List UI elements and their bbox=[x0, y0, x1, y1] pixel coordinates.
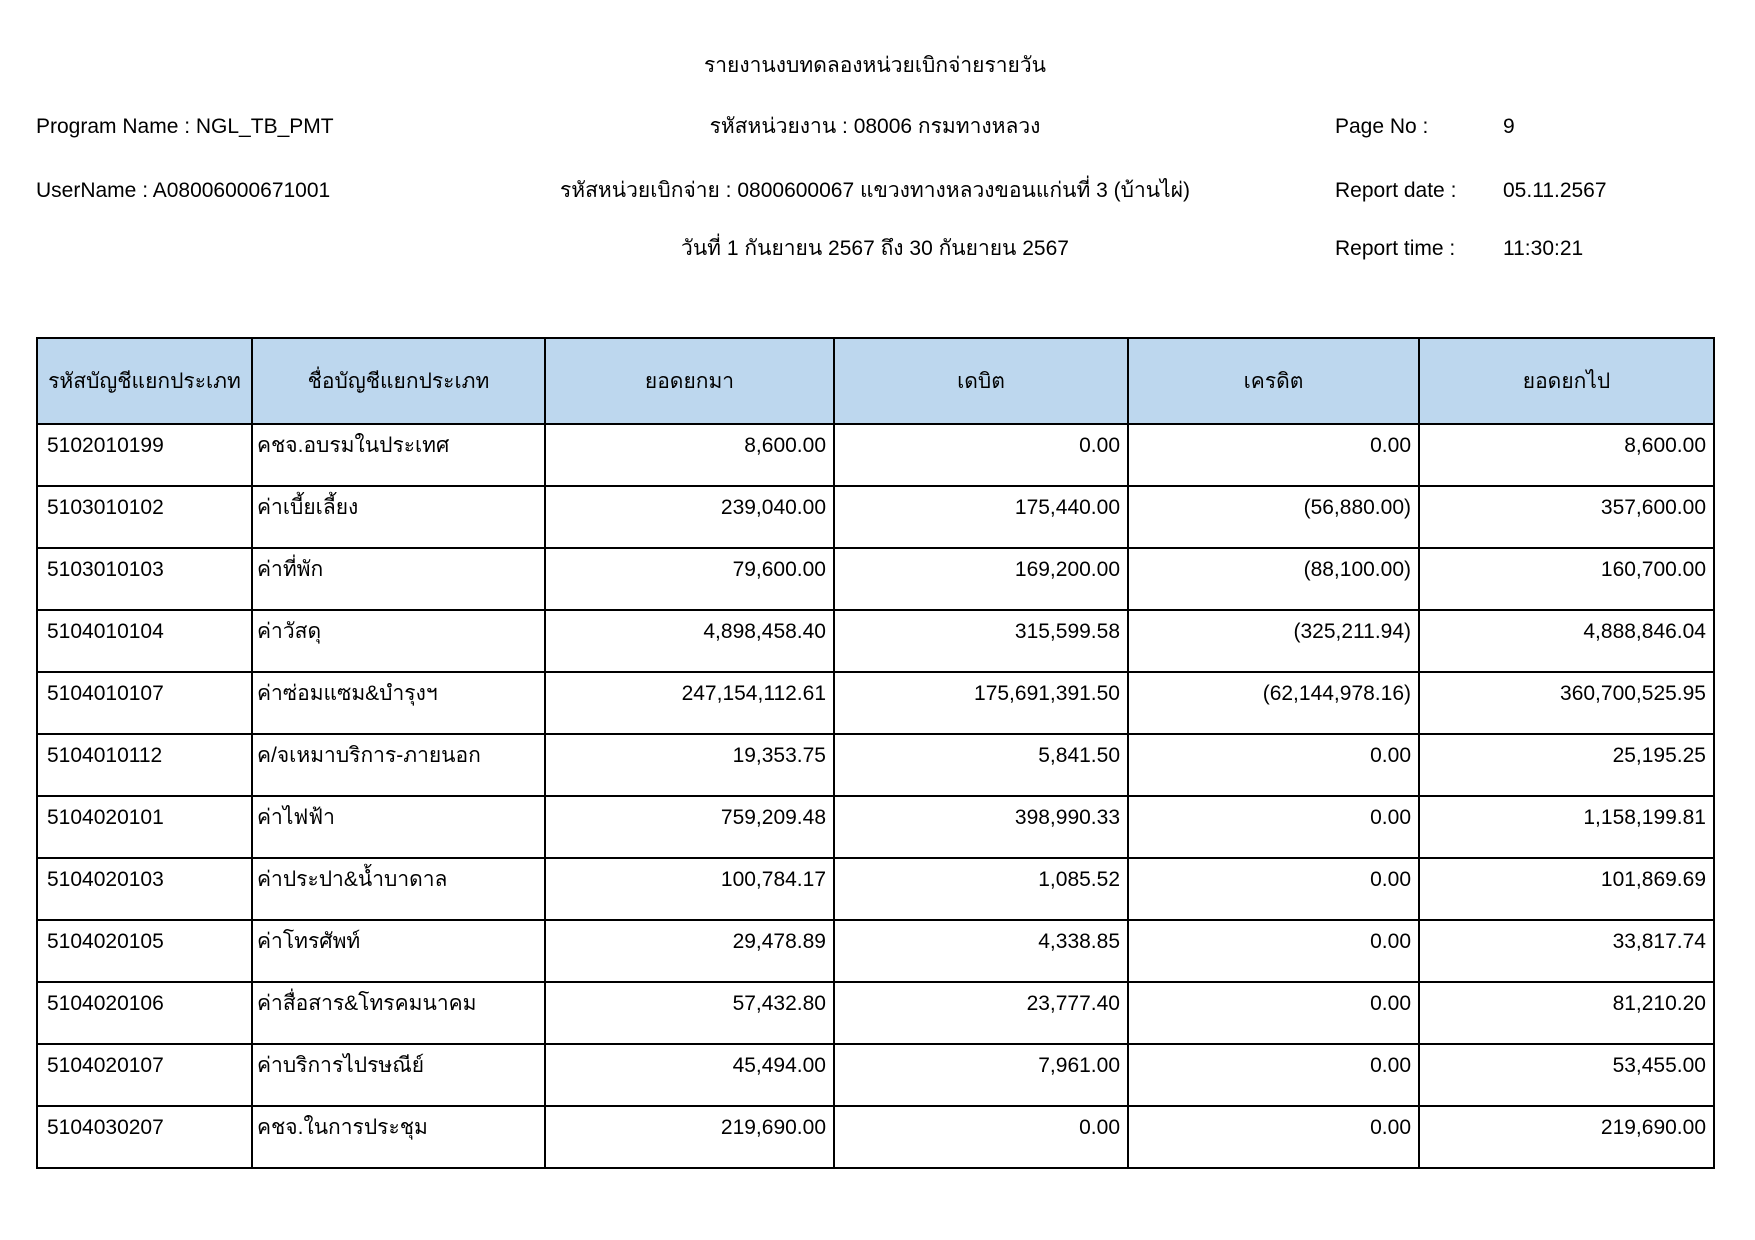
balance-forward-cell: 8,600.00 bbox=[545, 424, 834, 486]
credit-cell: 0.00 bbox=[1128, 982, 1419, 1044]
debit-cell: 1,085.52 bbox=[834, 858, 1128, 920]
account-code-cell: 5104010107 bbox=[37, 672, 252, 734]
debit-cell: 4,338.85 bbox=[834, 920, 1128, 982]
account-name-cell: คชจ.ในการประชุม bbox=[252, 1106, 545, 1168]
balance-forward-cell: 247,154,112.61 bbox=[545, 672, 834, 734]
table-row bbox=[37, 610, 1714, 672]
page-no-value: 9 bbox=[1503, 115, 1515, 138]
carry-forward-cell: 101,869.69 bbox=[1419, 858, 1714, 920]
credit-cell: 0.00 bbox=[1128, 424, 1419, 486]
trial-balance-table bbox=[36, 337, 1715, 1169]
account-code-cell: 5104020103 bbox=[37, 858, 252, 920]
credit-cell: 0.00 bbox=[1128, 1044, 1419, 1106]
column-header-balance-forward: ยอดยกมา bbox=[545, 338, 834, 424]
balance-forward-cell: 239,040.00 bbox=[545, 486, 834, 548]
account-name-cell: ค่าที่พัก bbox=[252, 548, 545, 610]
credit-cell: (325,211.94) bbox=[1128, 610, 1419, 672]
table-row bbox=[37, 1106, 1714, 1168]
carry-forward-cell: 357,600.00 bbox=[1419, 486, 1714, 548]
table-row bbox=[37, 982, 1714, 1044]
debit-cell: 169,200.00 bbox=[834, 548, 1128, 610]
credit-cell: (56,880.00) bbox=[1128, 486, 1419, 548]
column-header-debit: เดบิต bbox=[834, 338, 1128, 424]
carry-forward-cell: 160,700.00 bbox=[1419, 548, 1714, 610]
column-header-account-name: ชื่อบัญชีแยกประเภท bbox=[252, 338, 545, 424]
credit-cell: 0.00 bbox=[1128, 734, 1419, 796]
account-code-cell: 5102010199 bbox=[37, 424, 252, 486]
debit-cell: 0.00 bbox=[834, 1106, 1128, 1168]
table-row bbox=[37, 920, 1714, 982]
date-range-line: วันที่ 1 กันยายน 2567 ถึง 30 กันยายน 2567 bbox=[681, 237, 1069, 260]
page-no-label: Page No : bbox=[1335, 115, 1429, 138]
table-row bbox=[37, 1044, 1714, 1106]
debit-cell: 7,961.00 bbox=[834, 1044, 1128, 1106]
report-title: รายงานงบทดลองหน่วยเบิกจ่ายรายวัน bbox=[703, 54, 1047, 77]
debit-cell: 5,841.50 bbox=[834, 734, 1128, 796]
account-code-cell: 5104010104 bbox=[37, 610, 252, 672]
disbursement-unit-line: รหัสหน่วยเบิกจ่าย : 0800600067 แขวงทางหลวงขอนแก่นที่ 3 (บ้านไผ่) bbox=[559, 179, 1191, 202]
account-name-cell: ค่าประปา&น้ำบาดาล bbox=[252, 858, 545, 920]
credit-cell: 0.00 bbox=[1128, 920, 1419, 982]
balance-forward-cell: 759,209.48 bbox=[545, 796, 834, 858]
account-name-cell: คชจ.อบรมในประเทศ bbox=[252, 424, 545, 486]
account-code-cell: 5104020106 bbox=[37, 982, 252, 1044]
account-name-cell: ค่าซ่อมแซม&บำรุงฯ bbox=[252, 672, 545, 734]
carry-forward-cell: 1,158,199.81 bbox=[1419, 796, 1714, 858]
report-date-value: 05.11.2567 bbox=[1503, 179, 1607, 202]
account-code-cell: 5104020107 bbox=[37, 1044, 252, 1106]
credit-cell: 0.00 bbox=[1128, 1106, 1419, 1168]
carry-forward-cell: 219,690.00 bbox=[1419, 1106, 1714, 1168]
account-name-cell: ค่าโทรศัพท์ bbox=[252, 920, 545, 982]
account-code-cell: 5104010112 bbox=[37, 734, 252, 796]
column-header-account-code: รหัสบัญชีแยกประเภท bbox=[37, 338, 252, 424]
agency-code-line: รหัสหน่วยงาน : 08006 กรมทางหลวง bbox=[709, 115, 1041, 138]
balance-forward-cell: 19,353.75 bbox=[545, 734, 834, 796]
debit-cell: 175,691,391.50 bbox=[834, 672, 1128, 734]
balance-forward-cell: 57,432.80 bbox=[545, 982, 834, 1044]
debit-cell: 315,599.58 bbox=[834, 610, 1128, 672]
carry-forward-cell: 53,455.00 bbox=[1419, 1044, 1714, 1106]
balance-forward-cell: 29,478.89 bbox=[545, 920, 834, 982]
carry-forward-cell: 4,888,846.04 bbox=[1419, 610, 1714, 672]
table-row bbox=[37, 424, 1714, 486]
table-row bbox=[37, 548, 1714, 610]
report-date-label: Report date : bbox=[1335, 179, 1457, 202]
table-row bbox=[37, 672, 1714, 734]
debit-cell: 175,440.00 bbox=[834, 486, 1128, 548]
table-row bbox=[37, 486, 1714, 548]
report-time-value: 11:30:21 bbox=[1503, 237, 1584, 260]
program-name-line: Program Name : NGL_TB_PMT bbox=[36, 115, 334, 138]
account-code-cell: 5103010103 bbox=[37, 548, 252, 610]
account-table-body bbox=[37, 424, 1714, 1168]
carry-forward-cell: 360,700,525.95 bbox=[1419, 672, 1714, 734]
account-name-cell: ค่าเบี้ยเลี้ยง bbox=[252, 486, 545, 548]
credit-cell: 0.00 bbox=[1128, 796, 1419, 858]
table-row bbox=[37, 796, 1714, 858]
balance-forward-cell: 45,494.00 bbox=[545, 1044, 834, 1106]
table-row bbox=[37, 734, 1714, 796]
carry-forward-cell: 81,210.20 bbox=[1419, 982, 1714, 1044]
credit-cell: 0.00 bbox=[1128, 858, 1419, 920]
debit-cell: 398,990.33 bbox=[834, 796, 1128, 858]
account-name-cell: ค่าไฟฟ้า bbox=[252, 796, 545, 858]
account-code-cell: 5104020105 bbox=[37, 920, 252, 982]
credit-cell: (62,144,978.16) bbox=[1128, 672, 1419, 734]
account-name-cell: ค่าวัสดุ bbox=[252, 610, 545, 672]
account-code-cell: 5104020101 bbox=[37, 796, 252, 858]
account-name-cell: ค/จเหมาบริการ-ภายนอก bbox=[252, 734, 545, 796]
username-line: UserName : A08006000671001 bbox=[36, 179, 331, 202]
account-name-cell: ค่าสื่อสาร&โทรคมนาคม bbox=[252, 982, 545, 1044]
balance-forward-cell: 100,784.17 bbox=[545, 858, 834, 920]
report-time-label: Report time : bbox=[1335, 237, 1456, 260]
table-header-row bbox=[37, 338, 1714, 424]
carry-forward-cell: 25,195.25 bbox=[1419, 734, 1714, 796]
debit-cell: 0.00 bbox=[834, 424, 1128, 486]
credit-cell: (88,100.00) bbox=[1128, 548, 1419, 610]
account-code-cell: 5104030207 bbox=[37, 1106, 252, 1168]
account-name-cell: ค่าบริการไปรษณีย์ bbox=[252, 1044, 545, 1106]
account-code-cell: 5103010102 bbox=[37, 486, 252, 548]
column-header-carry-forward: ยอดยกไป bbox=[1419, 338, 1714, 424]
table-row bbox=[37, 858, 1714, 920]
column-header-credit: เครดิต bbox=[1128, 338, 1419, 424]
balance-forward-cell: 219,690.00 bbox=[545, 1106, 834, 1168]
carry-forward-cell: 8,600.00 bbox=[1419, 424, 1714, 486]
balance-forward-cell: 4,898,458.40 bbox=[545, 610, 834, 672]
balance-forward-cell: 79,600.00 bbox=[545, 548, 834, 610]
debit-cell: 23,777.40 bbox=[834, 982, 1128, 1044]
carry-forward-cell: 33,817.74 bbox=[1419, 920, 1714, 982]
